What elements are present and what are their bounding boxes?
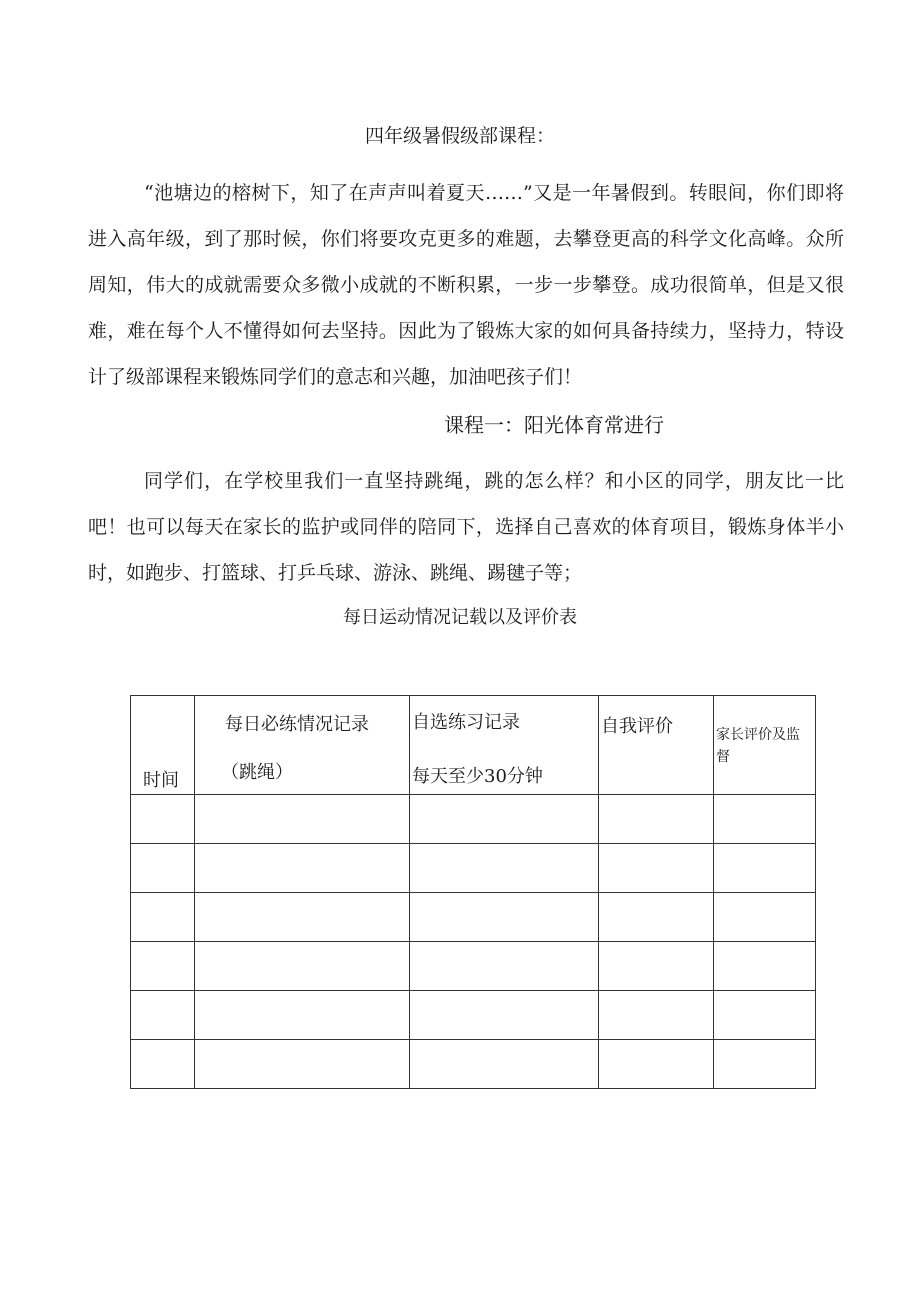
cell-required-record[interactable] <box>195 893 410 942</box>
header-required-record <box>195 696 410 795</box>
table-header-row <box>131 696 816 795</box>
header-self-eval-label: 自我评价 <box>601 716 673 737</box>
header-required-note: （跳绳） <box>221 762 293 783</box>
cell-time[interactable] <box>131 942 195 991</box>
cell-optional-record[interactable] <box>410 844 599 893</box>
course-title: 课程一：阳光体育常进行 <box>444 413 664 437</box>
cell-time[interactable] <box>131 795 195 844</box>
page-title: 四年级暑假级部课程： <box>364 125 555 147</box>
header-parent-eval <box>714 696 816 795</box>
cell-required-record[interactable] <box>195 844 410 893</box>
cell-parent-eval[interactable] <box>714 942 816 991</box>
cell-time[interactable] <box>131 1040 195 1089</box>
table-row <box>131 844 816 893</box>
table-row <box>131 1040 816 1089</box>
cell-time[interactable] <box>131 991 195 1040</box>
exercise-record-table <box>130 695 816 1089</box>
header-optional-record <box>410 696 599 795</box>
table-row <box>131 795 816 844</box>
cell-time[interactable] <box>131 893 195 942</box>
cell-required-record[interactable] <box>195 795 410 844</box>
cell-time[interactable] <box>131 844 195 893</box>
cell-optional-record[interactable] <box>410 991 599 1040</box>
header-time <box>131 696 195 795</box>
cell-parent-eval[interactable] <box>714 893 816 942</box>
header-self-eval <box>599 696 714 795</box>
cell-optional-record[interactable] <box>410 795 599 844</box>
header-optional-note: 每天至少30分钟 <box>412 766 543 787</box>
table-row <box>131 893 816 942</box>
cell-self-eval[interactable] <box>599 942 714 991</box>
cell-self-eval[interactable] <box>599 795 714 844</box>
cell-self-eval[interactable] <box>599 991 714 1040</box>
table-row <box>131 942 816 991</box>
table-row <box>131 991 816 1040</box>
header-parent-eval-label: 家长评价及监督 <box>716 727 800 765</box>
header-optional-title: 自选练习记录 <box>412 712 520 733</box>
intro-paragraph: “池塘边的榕树下，知了在声声叫着夏天……”又是一年暑假到。转眼间，你们即将进入高年级，到了那时候，你们将要攻克更多的难题，去攀登更高的科学文化高峰。众所周知，伟大的成就需要众多微小成就的不断积累，一步一步攀登。成功很简单，但是又很难，难在每个人不懂得如何去坚持。因此为了锻炼大家的如何具备持续力，坚持力，特设计了级部课程来锻炼同学们的意志和兴趣，加油吧孩子们！ <box>88 182 844 388</box>
cell-self-eval[interactable] <box>599 1040 714 1089</box>
cell-parent-eval[interactable] <box>714 844 816 893</box>
cell-parent-eval[interactable] <box>714 991 816 1040</box>
course-description: 同学们，在学校里我们一直坚持跳绳，跳的怎么样？和小区的同学，朋友比一比吧！也可以每天在家长的监护或同伴的陪同下，选择自己喜欢的体育项目，锻炼身体半小时，如跑步、打篮球、打乒乓球、游泳、跳绳、踢毽子等； <box>88 470 844 584</box>
header-time-label: 时间 <box>143 770 179 791</box>
cell-self-eval[interactable] <box>599 893 714 942</box>
cell-optional-record[interactable] <box>410 942 599 991</box>
header-required-title: 每日必练情况记录 <box>225 714 369 735</box>
cell-required-record[interactable] <box>195 1040 410 1089</box>
cell-parent-eval[interactable] <box>714 795 816 844</box>
cell-optional-record[interactable] <box>410 893 599 942</box>
cell-required-record[interactable] <box>195 942 410 991</box>
cell-optional-record[interactable] <box>410 1040 599 1089</box>
table-title: 每日运动情况记载以及评价表 <box>343 607 577 628</box>
cell-required-record[interactable] <box>195 991 410 1040</box>
cell-parent-eval[interactable] <box>714 1040 816 1089</box>
cell-self-eval[interactable] <box>599 844 714 893</box>
